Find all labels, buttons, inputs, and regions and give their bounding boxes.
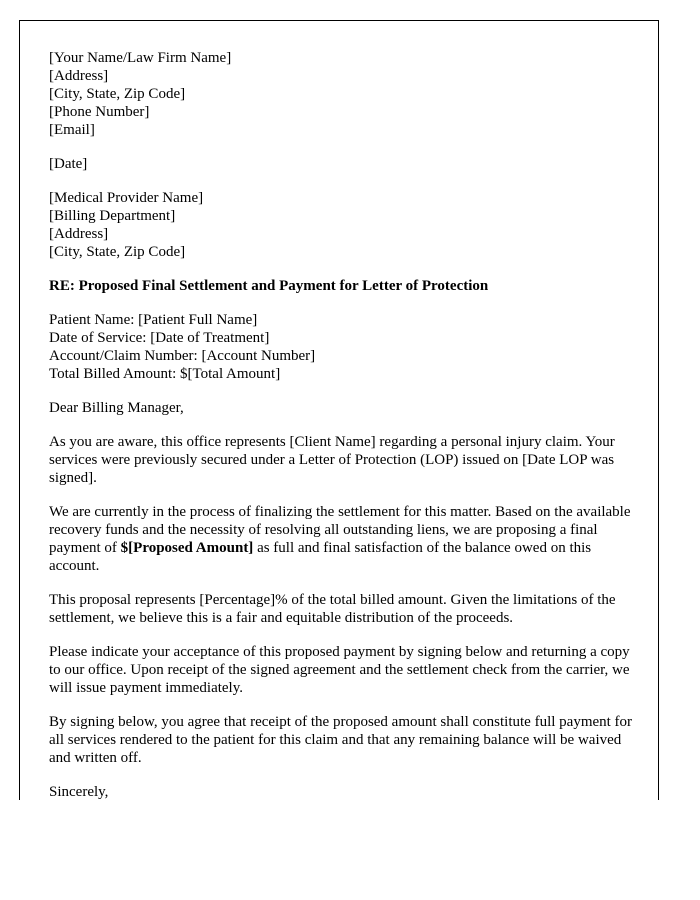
sender-block (49, 49, 637, 139)
proposed-amount: $[Proposed Amount] (120, 540, 254, 556)
letter-page (19, 20, 659, 800)
recipient-name: [Medical Provider Name] (49, 190, 204, 206)
proposal-text-before: We are currently in the process of finalizing the settlement for this matter. Based on the available recovery funds and the necessity of resolving all outstanding liens, we are proposing a final payment of (49, 504, 631, 556)
salutation: Dear Billing Manager, (49, 400, 184, 416)
recipient-department: [Billing Department] (49, 208, 176, 224)
closing: Sincerely, (49, 784, 109, 800)
letter-body (49, 49, 637, 800)
paragraph-proposal (49, 503, 637, 575)
date-block (49, 155, 637, 173)
total-billed-amount: Total Billed Amount: $[Total Amount] (49, 366, 281, 382)
date-of-service: Date of Service: [Date of Treatment] (49, 330, 270, 346)
recipient-block (49, 189, 637, 261)
sender-name: [Your Name/Law Firm Name] (49, 50, 232, 66)
account-number: Account/Claim Number: [Account Number] (49, 348, 316, 364)
letter-date: [Date] (49, 156, 88, 172)
subject-line: RE: Proposed Final Settlement and Payment for Letter of Protection (49, 278, 489, 294)
sender-address: [Address] (49, 68, 109, 84)
paragraph-percentage: This proposal represents [Percentage]% of the total billed amount. Given the limitations of the settlement, we believe this is a fair and equitable distribution of the proceeds. (49, 592, 616, 626)
sender-phone: [Phone Number] (49, 104, 150, 120)
recipient-address: [Address] (49, 226, 109, 242)
paragraph-acceptance: Please indicate your acceptance of this proposed payment by signing below and returning a copy to our office. Upon receipt of the signed agreement and the settlement check from the carrier, we will issue payment immediately. (49, 644, 630, 696)
paragraph-representation: As you are aware, this office represents [Client Name] regarding a personal injury claim. Your services were previously secured under a Letter of Protection (LOP) issued on [Date LOP was signed]. (49, 434, 615, 486)
paragraph-agreement: By signing below, you agree that receipt of the proposed amount shall constitute full payment for all services rendered to the patient for this claim and that any remaining balance will be waived and written off. (49, 714, 633, 766)
details-block (49, 311, 637, 383)
sender-email: [Email] (49, 122, 95, 138)
patient-name: Patient Name: [Patient Full Name] (49, 312, 258, 328)
sender-city-state-zip: [City, State, Zip Code] (49, 86, 186, 102)
recipient-city-state-zip: [City, State, Zip Code] (49, 244, 186, 260)
proposal-text-after: as full and final satisfaction of the balance owed on this account. (49, 540, 592, 574)
